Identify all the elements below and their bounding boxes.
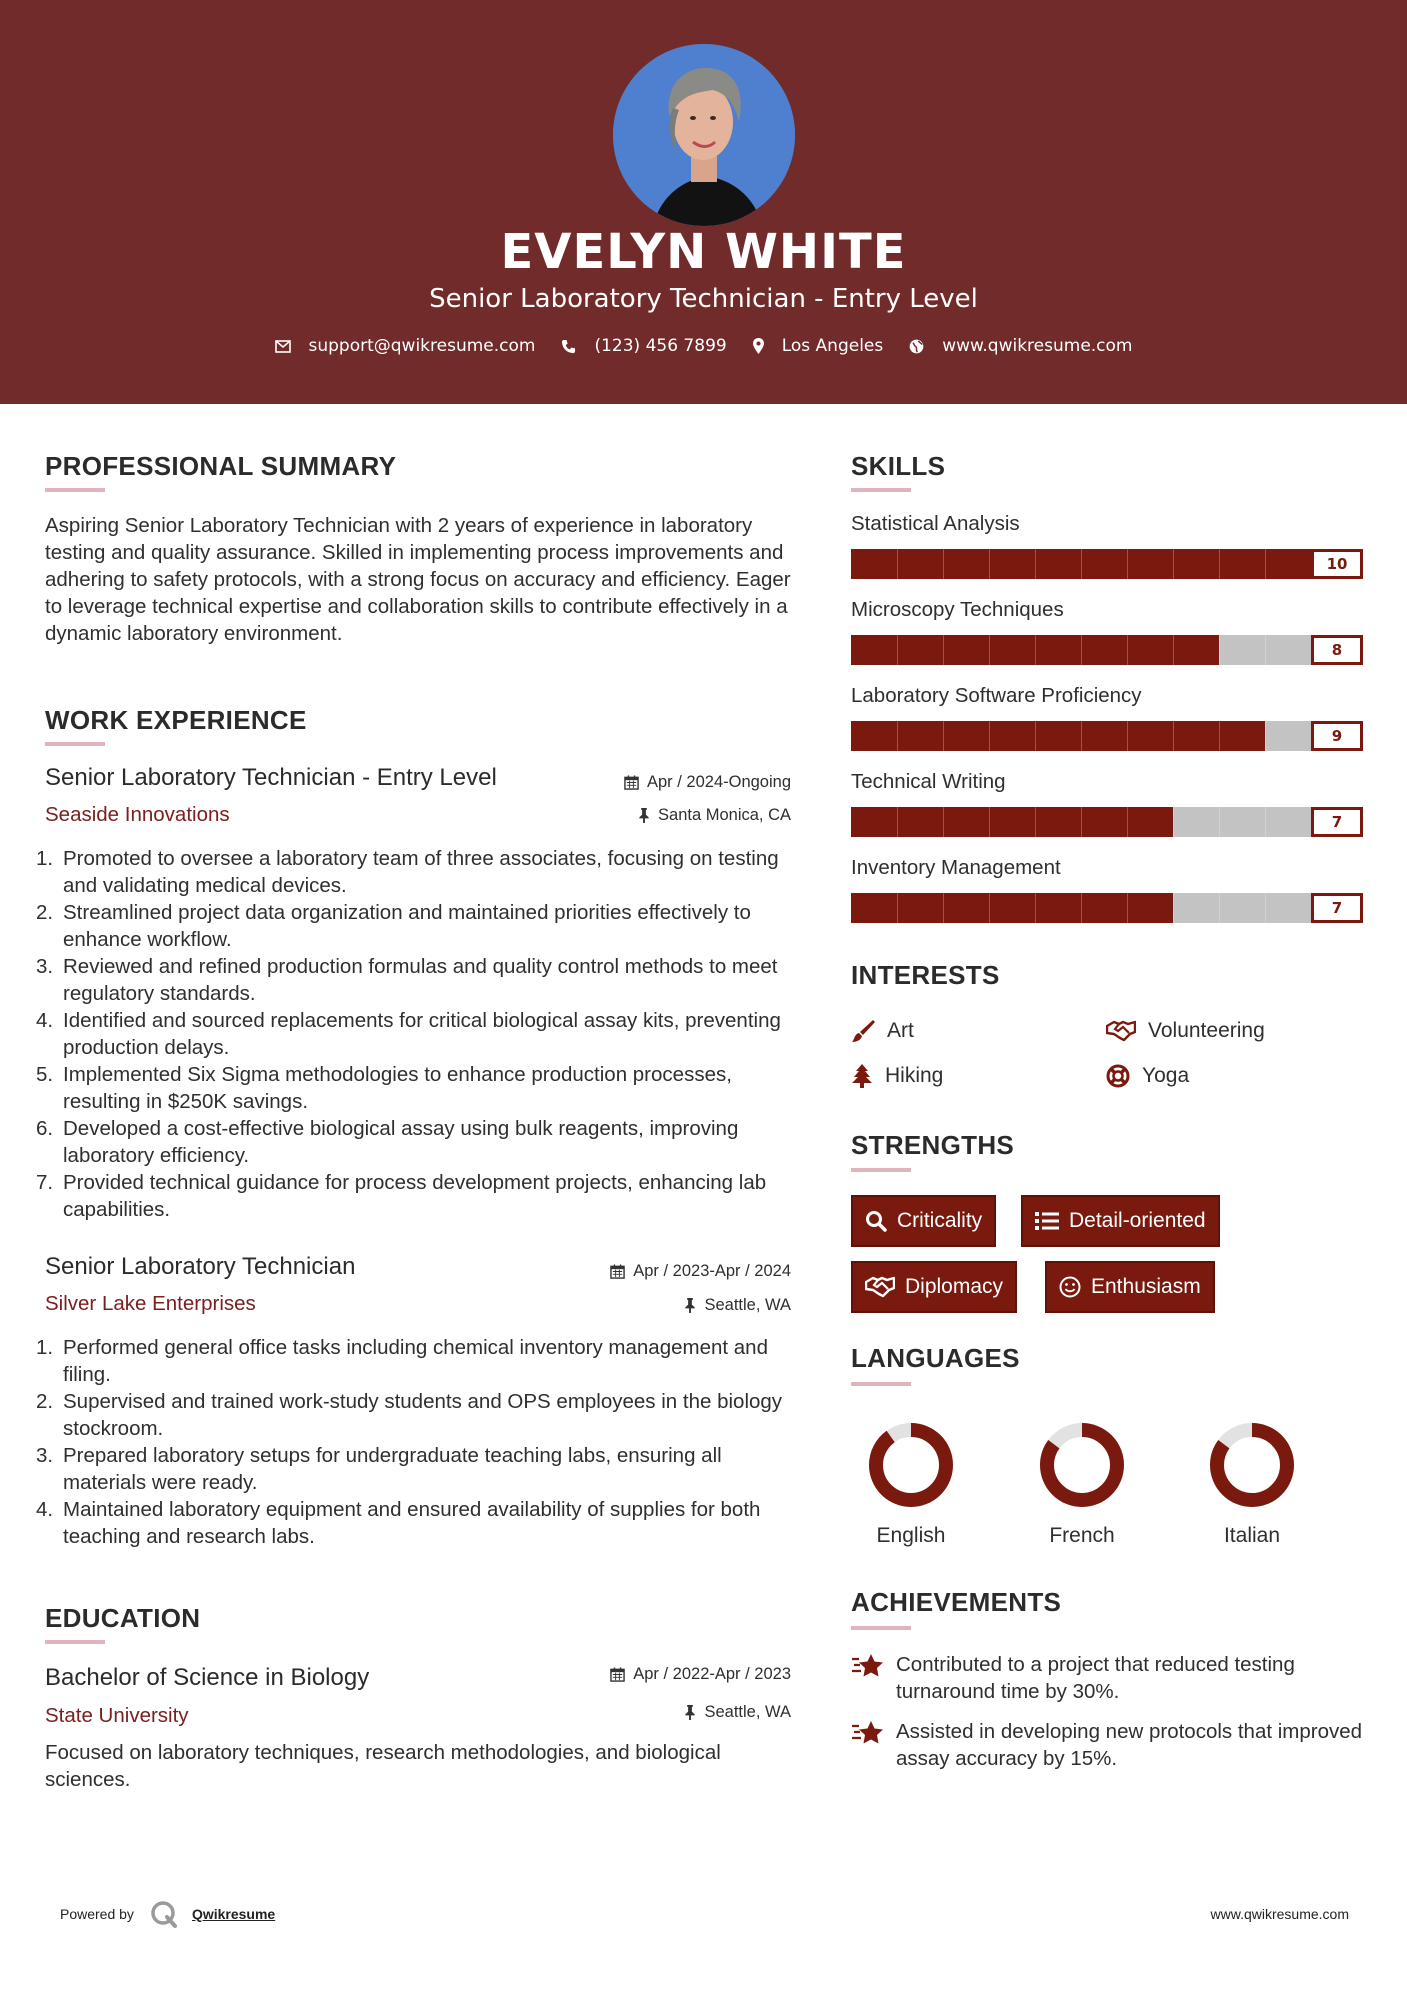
search-icon bbox=[865, 1210, 887, 1232]
summary-rule bbox=[45, 488, 105, 492]
interest-art bbox=[851, 1019, 914, 1043]
skill-bar-divider bbox=[1265, 893, 1266, 923]
avatar bbox=[613, 44, 795, 226]
strength-label: Criticality bbox=[897, 1209, 983, 1232]
list-item: 4. Maintained laboratory equipment and ensured availability of supplies for both teaching and research labs. bbox=[36, 1498, 761, 1548]
skills-heading: SKILLS bbox=[851, 451, 946, 481]
language-item bbox=[1187, 1420, 1317, 1548]
job-2-company: Silver Lake Enterprises bbox=[45, 1292, 256, 1315]
list-item: 3. Prepared laboratory setups for undergraduate teaching labs, ensuring all materials were ready. bbox=[36, 1444, 722, 1494]
skill-bar-divider bbox=[897, 721, 898, 751]
contact-website-text: www.qwikresume.com bbox=[942, 336, 1133, 356]
skill-bar-divider bbox=[1173, 635, 1174, 665]
skill-bar-divider bbox=[1127, 549, 1128, 579]
strength-enthusiasm bbox=[1045, 1261, 1215, 1313]
languages-heading: LANGUAGES bbox=[851, 1343, 1020, 1373]
education-school: State University bbox=[45, 1704, 189, 1727]
skill-bar-divider bbox=[1265, 635, 1266, 665]
language-donut bbox=[1037, 1420, 1127, 1510]
skill-bar-divider bbox=[1219, 635, 1220, 665]
skill-bar-divider bbox=[943, 635, 944, 665]
strength-diplomacy bbox=[851, 1261, 1017, 1313]
list-icon bbox=[1035, 1211, 1059, 1231]
skill-bar-divider bbox=[1081, 721, 1082, 751]
calendar-icon bbox=[624, 775, 639, 790]
job-1-location bbox=[638, 806, 791, 825]
skill-bar-divider bbox=[943, 721, 944, 751]
pushpin-icon bbox=[638, 808, 650, 823]
contact-website[interactable] bbox=[909, 336, 1132, 356]
contact-phone-text: (123) 456 7899 bbox=[594, 336, 727, 356]
calendar-icon bbox=[610, 1667, 625, 1682]
footer-powered-by bbox=[60, 1900, 275, 1928]
job-1-company: Seaside Innovations bbox=[45, 803, 230, 826]
strength-detail-oriented bbox=[1021, 1195, 1220, 1247]
skill-bar-divider bbox=[1265, 721, 1266, 751]
skill-bar-divider bbox=[897, 893, 898, 923]
skill-bar bbox=[851, 893, 1363, 923]
calendar-icon bbox=[610, 1264, 625, 1279]
handshake-icon bbox=[865, 1276, 895, 1298]
skill-level-value: 7 bbox=[1311, 893, 1363, 923]
strength-label: Detail-oriented bbox=[1069, 1209, 1206, 1232]
skill-bar-divider bbox=[1035, 807, 1036, 837]
list-item: 2. Supervised and trained work-study students and OPS employees in the biology stockroom. bbox=[36, 1390, 783, 1440]
contact-phone[interactable] bbox=[561, 336, 726, 356]
job-1-location-text: Santa Monica, CA bbox=[658, 806, 791, 824]
tree-icon bbox=[851, 1064, 873, 1088]
achievement-item-2 bbox=[851, 1718, 1371, 1772]
language-item bbox=[846, 1420, 976, 1548]
skill-bar-divider bbox=[943, 807, 944, 837]
languages-rule bbox=[851, 1382, 911, 1386]
job-2-duties bbox=[36, 1334, 796, 1550]
footer-brand-link[interactable]: Qwikresume bbox=[191, 1906, 276, 1922]
list-item: 7. Provided technical guidance for process development projects, enhancing lab capabilities. bbox=[36, 1171, 767, 1221]
achievements-rule bbox=[851, 1626, 911, 1630]
skill-bar bbox=[851, 549, 1363, 579]
powered-by-label: Powered by bbox=[60, 1906, 134, 1922]
list-item: 4. Identified and sourced replacements for critical biological assay kits, preventing production delays. bbox=[36, 1009, 781, 1059]
strength-label: Enthusiasm bbox=[1091, 1275, 1201, 1298]
experience-rule bbox=[45, 742, 105, 746]
education-dates bbox=[610, 1665, 791, 1684]
language-donut-fill bbox=[876, 1430, 946, 1500]
interest-yoga bbox=[1106, 1064, 1189, 1088]
skill-bar-divider bbox=[1035, 893, 1036, 923]
language-item bbox=[1017, 1420, 1147, 1548]
skill-bar-divider bbox=[1127, 721, 1128, 751]
job-1-duties bbox=[36, 845, 796, 1223]
contact-email[interactable] bbox=[275, 336, 536, 356]
list-item: 1. Promoted to oversee a laboratory team of three associates, focusing on testing and validating medical devices. bbox=[36, 847, 779, 897]
skill-level-value: 9 bbox=[1311, 721, 1363, 751]
skill-bar-divider bbox=[1081, 549, 1082, 579]
job-2-dates-text: Apr / 2023-Apr / 2024 bbox=[633, 1262, 791, 1280]
strengths-heading: STRENGTHS bbox=[851, 1130, 1015, 1160]
contact-email-text: support@qwikresume.com bbox=[308, 336, 536, 356]
job-2-title: Senior Laboratory Technician bbox=[45, 1253, 356, 1280]
achievement-item-1 bbox=[851, 1651, 1371, 1705]
language-label: Italian bbox=[1223, 1524, 1281, 1547]
skill-label: Laboratory Software Proficiency bbox=[851, 684, 1142, 707]
skill-bar-divider bbox=[1173, 807, 1174, 837]
job-1-title: Senior Laboratory Technician - Entry Level bbox=[45, 764, 497, 791]
achievement-text: Assisted in developing new protocols that improved assay accuracy by 15%. bbox=[896, 1720, 1363, 1770]
skill-bar-divider bbox=[1219, 893, 1220, 923]
interest-volunteering bbox=[1106, 1019, 1265, 1043]
phone-icon bbox=[561, 339, 576, 354]
smile-icon bbox=[1059, 1276, 1081, 1298]
contact-location bbox=[753, 336, 884, 356]
skill-bar-divider bbox=[989, 721, 990, 751]
skill-label: Microscopy Techniques bbox=[851, 598, 1064, 621]
interest-label: Art bbox=[887, 1019, 914, 1042]
language-donut bbox=[1207, 1420, 1297, 1510]
skill-bar bbox=[851, 721, 1363, 751]
skill-bar-divider bbox=[989, 807, 990, 837]
contact-location-text: Los Angeles bbox=[781, 336, 884, 356]
skill-bar-divider bbox=[989, 549, 990, 579]
skill-bar-divider bbox=[1173, 549, 1174, 579]
skill-bar-divider bbox=[1173, 893, 1174, 923]
skill-level-value: 10 bbox=[1311, 549, 1363, 579]
skill-bar-divider bbox=[1219, 549, 1220, 579]
skill-bar-divider bbox=[1035, 549, 1036, 579]
list-item: 5. Implemented Six Sigma methodologies to enhance production processes, resulting in $250K savings. bbox=[36, 1063, 732, 1113]
handshake-icon bbox=[1106, 1020, 1136, 1042]
skill-bar-divider bbox=[1035, 721, 1036, 751]
award-star-icon bbox=[851, 1720, 885, 1746]
skill-bar-divider bbox=[1265, 549, 1266, 579]
skill-bar-fill bbox=[851, 721, 1265, 751]
achievement-text: Contributed to a project that reduced testing turnaround time by 30%. bbox=[896, 1653, 1295, 1703]
paintbrush-icon bbox=[851, 1019, 875, 1043]
job-2-dates bbox=[610, 1262, 791, 1281]
skill-bar-divider bbox=[1219, 721, 1220, 751]
language-label: English bbox=[876, 1524, 946, 1547]
list-item: 1. Performed general office tasks including chemical inventory management and filing. bbox=[36, 1336, 768, 1386]
education-location-text: Seattle, WA bbox=[704, 1703, 791, 1721]
skill-bar-divider bbox=[943, 549, 944, 579]
skill-bar-divider bbox=[1219, 807, 1220, 837]
education-description: Focused on laboratory techniques, research methodologies, and biological sciences. bbox=[45, 1741, 721, 1791]
interests-heading: INTERESTS bbox=[851, 960, 1000, 990]
job-1-dates-text: Apr / 2024-Ongoing bbox=[646, 773, 791, 791]
candidate-name: EVELYN WHITE bbox=[500, 224, 907, 280]
skill-bar-divider bbox=[1035, 635, 1036, 665]
skill-bar bbox=[851, 635, 1363, 665]
experience-heading: WORK EXPERIENCE bbox=[45, 705, 307, 735]
achievements-heading: ACHIEVEMENTS bbox=[851, 1587, 1062, 1617]
skill-level-value: 7 bbox=[1311, 807, 1363, 837]
skill-bar-divider bbox=[897, 807, 898, 837]
strength-label: Diplomacy bbox=[905, 1275, 1004, 1298]
skill-label: Inventory Management bbox=[851, 856, 1061, 879]
skill-bar-divider bbox=[1173, 721, 1174, 751]
education-degree: Bachelor of Science in Biology bbox=[45, 1664, 370, 1691]
interest-label: Yoga bbox=[1142, 1064, 1190, 1087]
resume-header bbox=[0, 0, 1407, 404]
education-dates-text: Apr / 2022-Apr / 2023 bbox=[633, 1665, 791, 1683]
profile-photo bbox=[613, 44, 795, 226]
skills-rule bbox=[851, 488, 911, 492]
envelope-icon bbox=[275, 340, 291, 353]
map-pin-icon bbox=[753, 338, 764, 354]
skill-bar-divider bbox=[1081, 893, 1082, 923]
skill-bar-fill bbox=[851, 807, 1173, 837]
skill-label: Technical Writing bbox=[851, 770, 1006, 793]
skill-bar-divider bbox=[897, 635, 898, 665]
skill-bar-divider bbox=[989, 635, 990, 665]
skill-bar bbox=[851, 807, 1363, 837]
language-donut bbox=[866, 1420, 956, 1510]
skill-bar-divider bbox=[1081, 807, 1082, 837]
interest-label: Volunteering bbox=[1148, 1019, 1265, 1042]
skill-level-value: 8 bbox=[1311, 635, 1363, 665]
language-label: French bbox=[1049, 1524, 1115, 1547]
footer-website[interactable]: www.qwikresume.com bbox=[1210, 1906, 1349, 1922]
qwikresume-logo-icon bbox=[150, 1900, 178, 1928]
skill-bar-divider bbox=[897, 549, 898, 579]
skill-bar-divider bbox=[1127, 807, 1128, 837]
interest-label: Hiking bbox=[885, 1064, 944, 1087]
pushpin-icon bbox=[684, 1705, 696, 1720]
candidate-headline: Senior Laboratory Technician - Entry Level bbox=[429, 284, 978, 314]
education-rule bbox=[45, 1640, 105, 1644]
pushpin-icon bbox=[684, 1298, 696, 1313]
contact-bar bbox=[0, 336, 1407, 356]
skill-bar-divider bbox=[989, 893, 990, 923]
job-2-location bbox=[684, 1296, 791, 1315]
education-location bbox=[684, 1703, 791, 1722]
skill-bar-divider bbox=[1127, 893, 1128, 923]
globe-icon bbox=[909, 339, 924, 354]
skill-bar-divider bbox=[943, 893, 944, 923]
summary-heading: PROFESSIONAL SUMMARY bbox=[45, 451, 397, 481]
list-item: 3. Reviewed and refined production formulas and quality control methods to meet regulatory standards. bbox=[36, 955, 778, 1005]
skill-bar-divider bbox=[1127, 635, 1128, 665]
strengths-rule bbox=[851, 1168, 911, 1172]
interest-hiking bbox=[851, 1064, 943, 1088]
award-star-icon bbox=[851, 1653, 885, 1679]
job-2-location-text: Seattle, WA bbox=[704, 1296, 791, 1314]
list-item: 6. Developed a cost-effective biological assay using bulk reagents, improving laboratory efficiency. bbox=[36, 1117, 739, 1167]
strength-criticality bbox=[851, 1195, 996, 1247]
skill-bar-divider bbox=[1081, 635, 1082, 665]
skill-bar-fill bbox=[851, 893, 1173, 923]
summary-text: Aspiring Senior Laboratory Technician with 2 years of experience in laboratory testing and quality assurance. Skilled in implementing process improvements and adhering to safety protocols, with a strong focus on accuracy and efficiency. Eager to leverage technical expertise and collaboration skills to contribute effectively in a dynamic laboratory environment. bbox=[45, 514, 791, 645]
education-heading: EDUCATION bbox=[45, 1603, 201, 1633]
job-1-dates bbox=[624, 773, 791, 792]
skill-bar-divider bbox=[1265, 807, 1266, 837]
life-ring-icon bbox=[1106, 1064, 1130, 1088]
list-item: 2. Streamlined project data organization and maintained priorities effectively to enhance workflow. bbox=[36, 901, 751, 951]
skill-label: Statistical Analysis bbox=[851, 512, 1020, 535]
